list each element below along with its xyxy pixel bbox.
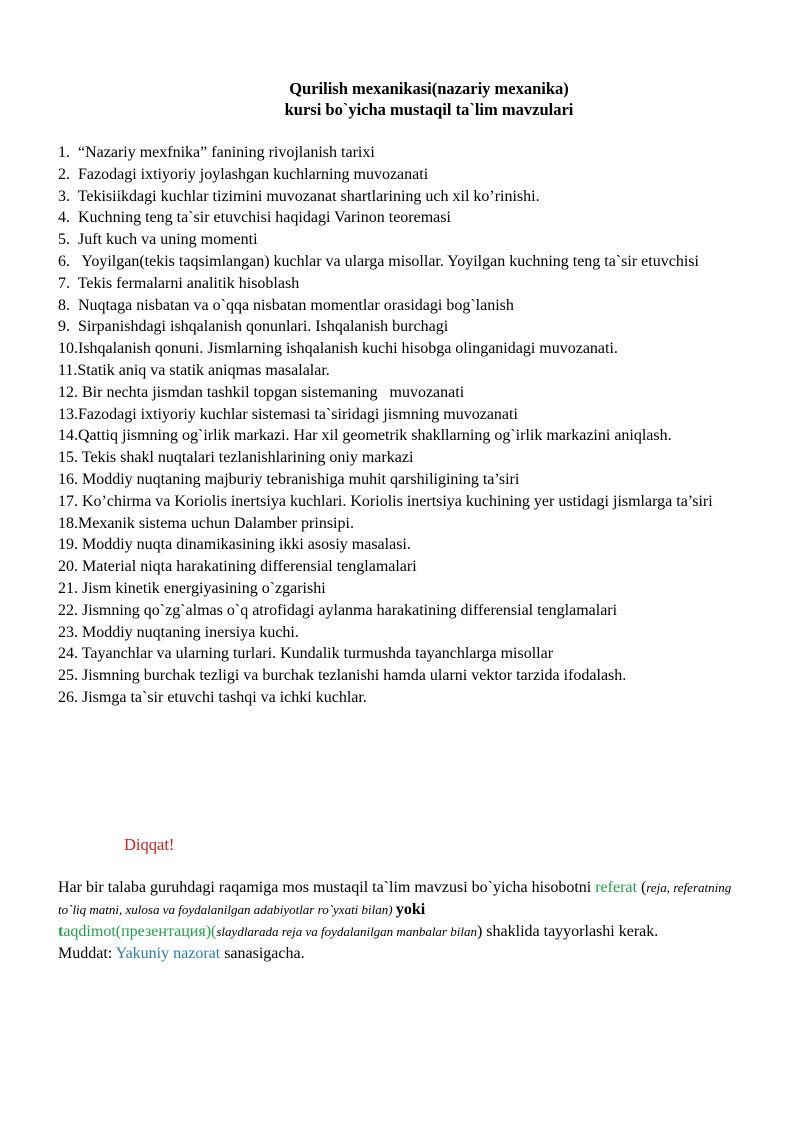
topic-item: 23. Moddiy nuqtaning inersiya kuchi. [58,623,299,641]
warning-heading: Diqqat! [124,835,175,854]
topic-item: 22. Jismning qo`zg`almas o`q atrofidagi aylanma harakatining differensial tenglamalari [58,601,618,619]
note-text: ) [388,902,396,917]
topic-item: 26. Jismga ta`sir etuvchi tashqi va ichki kuchlar. [58,688,367,706]
topic-item: 17. Ko’chirma va Koriolis inertsiya kuchlari. Koriolis inertsiya kuchining yer ustidagi jismlarga ta’siri [58,492,713,510]
topic-item: 19. Moddiy nuqta dinamikasining ikki asosiy masalasi. [58,536,411,554]
topic-item: 11.Statik aniq va statik aniqmas masalalar. [58,361,330,379]
topic-item: 3. Tekisiikdagi kuchlar tizimini muvozanat shartlarining uch xil ko’rinishi. [58,187,540,205]
taqdimot-term: aqdimot(презентация)( [63,923,217,940]
topic-item: 14.Qattiq jismning og`irlik markazi. Har xil geometrik shakllarning og`irlik markazini aniqlash. [58,427,672,445]
deadline-label: Muddat: [58,945,116,962]
topic-item: 20. Material niqta harakatining differensial tenglamalari [58,558,417,576]
topic-item: 16. Moddiy nuqtaning majburiy tebranishiga muhit qarshiligining ta’siri [58,470,520,488]
title-line-1: Qurilish mexanikasi(nazariy mexanika) [289,79,569,98]
topic-item: 24. Tayanchlar va ularning turlari. Kundalik turmushda tayanchlarga misollar [58,645,554,663]
topic-item: 18.Mexanik sistema uchun Dalamber prinsipi. [58,514,354,532]
instruction-note [58,877,748,965]
note-text: ) shaklida tayyorlashi kerak. [476,923,659,940]
taqdimot-description: slaydlarada reja va foydalanilgan manbalar bilan [216,924,477,939]
topic-item: 10.Ishqalanish qonuni. Jismlarning ishqalanish kuchi hisobga olinganidagi muvozanati. [58,340,618,358]
title-line-2: kursi bo`yicha mustaqil ta`lim mavzulari [284,100,574,119]
topic-item: 12. Bir nechta jismdan tashkil topgan sistemaning muvozanati [58,383,465,401]
topic-item: 25. Jismning burchak tezligi va burchak tezlanishi hamda ularni vektor tarzida ifodalash. [58,667,627,685]
topics-list [58,142,758,709]
referat-description: reja, referatning to`liq matni, xulosa va foydalanilgan adabiyotlar ro`yxati bilan [58,880,732,917]
topic-item: 5. Juft kuch va uning momenti [58,231,258,249]
topic-item: 9. Sirpanishdagi ishqalanish qonunlari. Ishqalanish burchagi [58,318,449,336]
yoki-word: yoki [395,901,426,918]
topic-item: 7. Tekis fermalarni analitik hisoblash [58,274,300,292]
topic-item: 1. “Nazariy mexfnika” fanining rivojlanish tarixi [58,144,375,161]
topic-item: 21. Jism kinetik energiyasining o`zgarishi [58,579,326,597]
topic-item: 15. Tekis shakl nuqtalari tezlanishlarining oniy markazi [58,449,414,467]
topic-item: 13.Fazodagi ixtiyoriy kuchlar sistemasi ta`siridagi jismning muvozanati [58,405,518,423]
topic-item: 8. Nuqtaga nisbatan va o`qqa nisbatan momentlar orasidagi bog`lanish [58,296,514,314]
topic-item: 6. Yoyilgan(tekis taqsimlangan) kuchlar va ularga misollar. Yoyilgan kuchning teng ta`sir etuvchisi [58,252,699,270]
deadline-end: sanasigacha. [220,945,305,962]
topic-item: 2. Fazodagi ixtiyoriy joylashgan kuchlarning muvozanati [58,165,429,183]
deadline-value: Yakuniy nazorat [115,945,221,962]
topic-item: 4. Kuchning teng ta`sir etuvchisi haqidagi Varinon teoremasi [58,209,451,227]
note-text: ( [636,879,647,896]
note-text: Har bir talaba guruhdagi raqamiga mos mustaqil ta`lim mavzusi bo`yicha hisobotni [58,879,596,896]
taqdimot-initial: t [58,923,64,940]
document-title [0,78,800,120]
referat-term: referat [595,879,637,896]
